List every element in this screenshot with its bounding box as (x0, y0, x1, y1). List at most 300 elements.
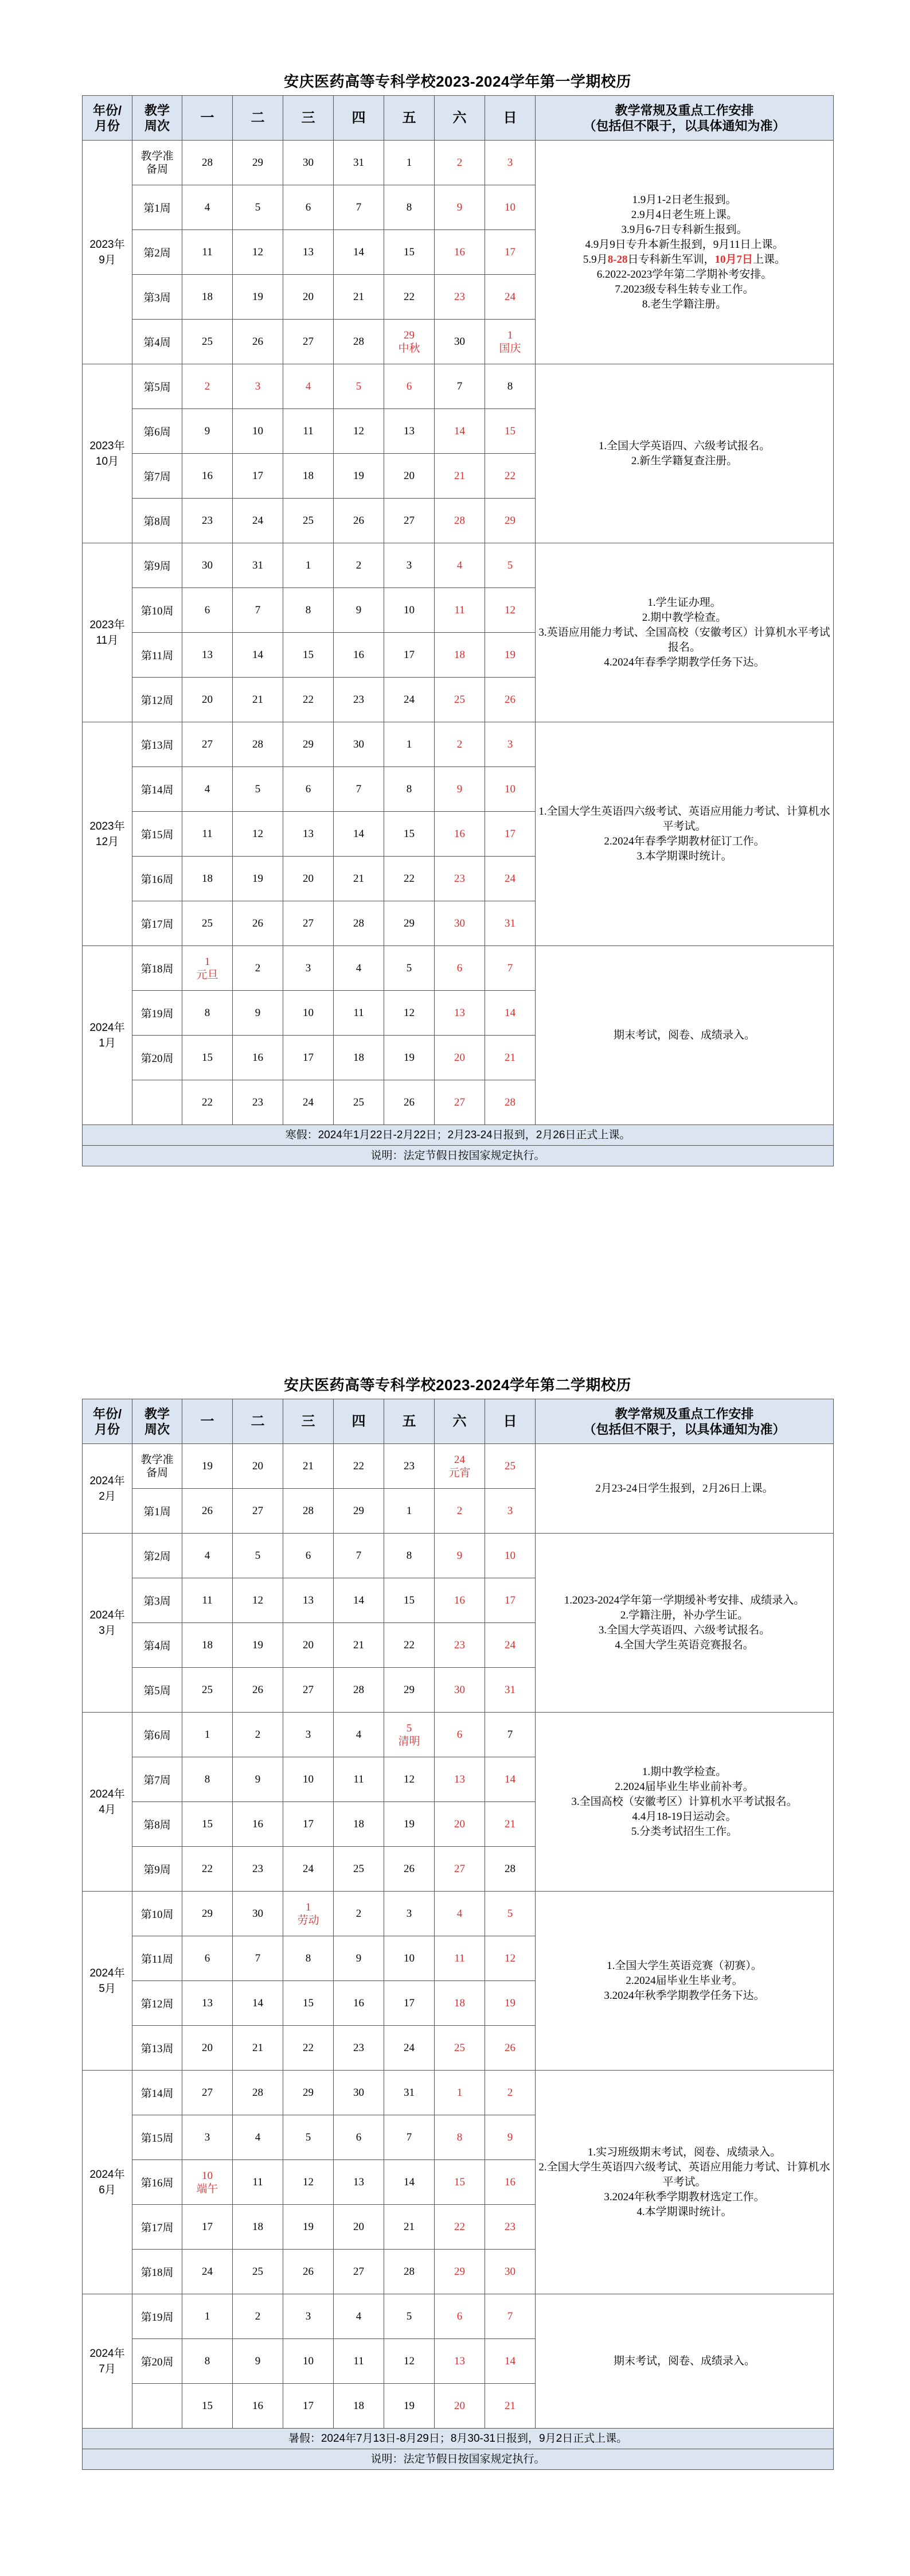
month-label (83, 364, 132, 543)
day-cell: 15 (283, 1981, 334, 2026)
month-label (83, 2071, 132, 2294)
note-text: 2.2024届毕业生毕业考。 (626, 1974, 743, 1987)
day-cell: 27 (182, 722, 233, 767)
day-cell: 8 (435, 2115, 485, 2160)
day-cell: 13 (384, 409, 435, 454)
day-cell: 5 (334, 364, 384, 409)
day-number: 1 (305, 1901, 311, 1913)
holiday-name: 劳动 (297, 1914, 319, 1927)
day-cell: 4 (283, 364, 334, 409)
week-row (83, 1534, 834, 1578)
day-cell: 13 (182, 633, 233, 678)
holiday-name: 端午 (196, 2182, 218, 2195)
header-line: （包括但不限于，以具体通知为准） (583, 118, 786, 133)
month-name: 6月 (99, 2184, 116, 2196)
day-cell: 23 (334, 678, 384, 722)
holiday-name: 元宵 (448, 1466, 471, 1479)
note-line (536, 2354, 833, 2369)
day-cell: 12 (334, 409, 384, 454)
note-text: 2.2024年春季学期教材征订工作。 (604, 835, 765, 847)
day-cell: 31 (485, 1668, 536, 1713)
day-cell: 7 (435, 364, 485, 409)
day-cell: 24 (485, 1623, 536, 1668)
day-cell: 25 (182, 901, 233, 946)
week-number: 第13周 (132, 2026, 182, 2071)
holiday-day-cell (435, 1444, 485, 1489)
week-row (83, 946, 834, 991)
day-cell: 14 (435, 409, 485, 454)
week-number: 第18周 (132, 946, 182, 991)
week-number: 第12周 (132, 1981, 182, 2026)
day-cell: 9 (233, 1757, 283, 1802)
day-cell: 21 (334, 857, 384, 901)
day-cell: 1 (384, 141, 435, 185)
day-cell: 27 (283, 1668, 334, 1713)
month-notes (536, 2071, 834, 2294)
day-cell: 6 (182, 588, 233, 633)
day-cell: 10 (384, 1936, 435, 1981)
day-cell: 14 (485, 1757, 536, 1802)
day-cell: 28 (283, 1489, 334, 1534)
month-year: 2024年 (89, 1021, 125, 1034)
week-number: 第1周 (132, 1489, 182, 1534)
week-number: 第4周 (132, 320, 182, 364)
day-cell: 1 (435, 2071, 485, 2115)
note-text: 1.9月1-2日老生报到。 (632, 193, 737, 206)
day-cell: 21 (384, 2205, 435, 2250)
day-cell: 22 (182, 1080, 233, 1125)
day-cell: 7 (334, 1534, 384, 1578)
day-cell: 24 (182, 2250, 233, 2294)
day-cell: 10 (283, 2339, 334, 2384)
day-cell: 5 (233, 1534, 283, 1578)
day-cell: 21 (233, 2026, 283, 2071)
remark-note: 说明：法定节假日按国家规定执行。 (83, 1146, 834, 1166)
day-cell: 17 (485, 1578, 536, 1623)
day-cell: 10 (485, 1534, 536, 1578)
note-line (536, 1623, 833, 1638)
day-cell: 30 (485, 2250, 536, 2294)
week-number: 第6周 (132, 1713, 182, 1757)
semester-1-calendar (82, 68, 833, 1166)
month-notes (536, 543, 834, 722)
semester-2-calendar (82, 1371, 833, 2470)
day-cell: 24 (283, 1080, 334, 1125)
header-line: 周次 (144, 1422, 170, 1437)
day-cell: 8 (384, 185, 435, 230)
day-cell: 11 (283, 409, 334, 454)
day-cell: 17 (485, 812, 536, 857)
day-cell: 14 (485, 2339, 536, 2384)
day-cell: 11 (334, 2339, 384, 2384)
day-cell: 17 (182, 2205, 233, 2250)
vacation-note: 暑假：2024年7月13日-8月29日；8月30-31日报到，9月2日正式上课。 (83, 2429, 834, 2449)
day-cell: 21 (485, 1036, 536, 1080)
day-cell: 4 (182, 767, 233, 812)
day-cell: 10 (485, 767, 536, 812)
month-label (83, 141, 132, 364)
holiday-name: 国庆 (499, 342, 521, 355)
day-cell: 6 (283, 185, 334, 230)
week-number: 第9周 (132, 1847, 182, 1892)
day-cell: 5 (384, 946, 435, 991)
day-cell: 22 (485, 454, 536, 499)
day-cell: 5 (283, 2115, 334, 2160)
day-cell: 2 (435, 141, 485, 185)
week-number: 第16周 (132, 2160, 182, 2205)
week-number: 第12周 (132, 678, 182, 722)
day-cell: 31 (485, 901, 536, 946)
month-year: 2024年 (89, 1474, 125, 1487)
holiday-day-cell (384, 1713, 435, 1757)
month-name: 11月 (96, 634, 119, 647)
day-cell: 1 (384, 1489, 435, 1534)
day-cell: 30 (435, 1668, 485, 1713)
week-number: 第18周 (132, 2250, 182, 2294)
day-cell: 23 (485, 2205, 536, 2250)
day-cell: 11 (233, 2160, 283, 2205)
day-cell: 13 (334, 2160, 384, 2205)
day-cell: 7 (233, 1936, 283, 1981)
note-line (536, 1481, 833, 1496)
note-text: 2.全国大学生英语四六级考试、英语应用能力考试、计算机水平考试。 (538, 2161, 830, 2188)
day-cell: 20 (182, 2026, 233, 2071)
day-cell: 28 (485, 1847, 536, 1892)
week-row (83, 364, 834, 409)
day-cell: 31 (233, 543, 283, 588)
day-cell: 12 (233, 230, 283, 275)
day-cell: 13 (435, 991, 485, 1036)
note-text: 2.9月4日老生班上课。 (631, 208, 738, 221)
header-row (83, 96, 834, 141)
weekday-header: 日 (485, 1399, 536, 1444)
calendar-table (82, 95, 834, 1166)
week-number: 第11周 (132, 1936, 182, 1981)
day-cell: 15 (384, 812, 435, 857)
day-cell: 4 (334, 946, 384, 991)
day-cell: 27 (233, 1489, 283, 1534)
day-cell: 19 (233, 1623, 283, 1668)
day-cell: 8 (182, 1757, 233, 1802)
day-cell: 3 (283, 946, 334, 991)
note-text: 2.2024届毕业生毕业前补考。 (615, 1780, 754, 1793)
day-cell: 27 (435, 1847, 485, 1892)
week-number: 第17周 (132, 901, 182, 946)
day-cell: 12 (485, 588, 536, 633)
day-cell: 17 (233, 454, 283, 499)
day-cell: 9 (334, 588, 384, 633)
day-cell: 16 (435, 812, 485, 857)
week-row (83, 2071, 834, 2115)
day-cell: 23 (435, 857, 485, 901)
note-text: 2.学籍注册，补办学生证。 (620, 1609, 749, 1621)
day-cell: 6 (283, 1534, 334, 1578)
day-cell: 18 (435, 1981, 485, 2026)
month-name: 2月 (99, 1490, 116, 1503)
week-number: 第5周 (132, 1668, 182, 1713)
note-text: 4.9月9日专升本新生报到，9月11日上课。 (585, 238, 784, 251)
week-number: 第4周 (132, 1623, 182, 1668)
day-cell: 23 (334, 2026, 384, 2071)
week-number: 教学准备周 (132, 1444, 182, 1489)
footer-row (83, 1146, 834, 1166)
month-label (83, 1892, 132, 2071)
month-name: 4月 (99, 1803, 116, 1816)
day-cell: 5 (485, 1892, 536, 1936)
day-cell: 8 (384, 767, 435, 812)
day-cell: 7 (485, 1713, 536, 1757)
month-name: 7月 (99, 2363, 116, 2375)
teaching-week-header (132, 96, 182, 141)
day-cell: 12 (384, 2339, 435, 2384)
weekday-header: 四 (334, 96, 384, 141)
day-cell: 30 (435, 320, 485, 364)
month-notes (536, 1892, 834, 2071)
day-cell: 7 (485, 2294, 536, 2339)
remark-note: 说明：法定节假日按国家规定执行。 (83, 2449, 834, 2470)
day-cell: 22 (334, 1444, 384, 1489)
note-text: 10月7日 (714, 253, 753, 266)
day-cell: 12 (283, 2160, 334, 2205)
holiday-day-cell (384, 320, 435, 364)
day-cell: 23 (435, 1623, 485, 1668)
day-cell: 9 (485, 2115, 536, 2160)
week-row (83, 1444, 834, 1489)
note-text: 3.全国高校（安徽考区）计算机水平考试报名。 (571, 1795, 798, 1808)
day-cell: 28 (384, 2250, 435, 2294)
day-cell: 10 (485, 185, 536, 230)
day-cell: 11 (182, 812, 233, 857)
day-cell: 26 (334, 499, 384, 543)
calendar-title: 安庆医药高等专科学校2023-2024学年第二学期校历 (284, 1376, 631, 1394)
day-cell: 2 (334, 543, 384, 588)
day-cell: 27 (384, 499, 435, 543)
week-number: 第10周 (132, 1892, 182, 1936)
note-text: 3.2024年秋季学期教学任务下达。 (604, 1989, 765, 2002)
day-cell: 17 (485, 230, 536, 275)
week-number: 第19周 (132, 991, 182, 1036)
day-cell: 31 (334, 141, 384, 185)
day-cell: 18 (334, 1036, 384, 1080)
day-cell: 14 (334, 812, 384, 857)
day-cell: 16 (334, 1981, 384, 2026)
day-cell: 27 (435, 1080, 485, 1125)
day-cell: 2 (435, 722, 485, 767)
day-cell: 22 (182, 1847, 233, 1892)
note-text: 6.2022-2023学年第二学期补考安排。 (596, 268, 772, 281)
note-text: 4.本学期课时统计。 (636, 2205, 732, 2218)
day-cell: 29 (435, 2250, 485, 2294)
week-number: 第1周 (132, 185, 182, 230)
day-cell: 21 (334, 275, 384, 320)
day-cell: 21 (485, 1802, 536, 1847)
weekday-header: 二 (233, 1399, 283, 1444)
day-number: 29 (404, 329, 415, 341)
calendar-title: 安庆医药高等专科学校2023-2024学年第一学期校历 (284, 73, 631, 90)
day-cell: 9 (435, 767, 485, 812)
day-number: 5 (406, 1722, 412, 1734)
day-cell: 24 (384, 678, 435, 722)
note-line (536, 1028, 833, 1043)
month-year: 2023年 (89, 439, 125, 452)
day-cell: 14 (233, 1981, 283, 2026)
day-cell: 1 (182, 1713, 233, 1757)
note-line (536, 267, 833, 282)
header-line: 周次 (144, 118, 170, 133)
week-row (83, 141, 834, 185)
day-cell: 5 (384, 2294, 435, 2339)
footer-row (83, 1125, 834, 1146)
day-cell: 29 (182, 1892, 233, 1936)
note-line (536, 193, 833, 208)
weekday-header: 五 (384, 96, 435, 141)
day-cell: 16 (182, 454, 233, 499)
month-year: 2023年 (89, 618, 125, 631)
note-text: 2.新生学籍复查注册。 (631, 454, 738, 467)
day-cell: 23 (233, 1080, 283, 1125)
month-label (83, 2294, 132, 2429)
note-line (536, 2145, 833, 2160)
weekday-header: 六 (435, 96, 485, 141)
day-cell: 12 (233, 1578, 283, 1623)
day-cell: 3 (283, 1713, 334, 1757)
day-cell: 27 (283, 901, 334, 946)
month-name: 10月 (95, 455, 119, 468)
week-number: 第15周 (132, 2115, 182, 2160)
header-line: 教学常规及重点工作安排 (615, 1406, 754, 1421)
day-cell: 21 (485, 2384, 536, 2429)
day-cell: 21 (283, 1444, 334, 1489)
day-cell: 6 (182, 1936, 233, 1981)
weekday-header: 六 (435, 1399, 485, 1444)
month-name: 9月 (99, 254, 116, 266)
day-number: 10 (202, 2169, 213, 2182)
month-notes (536, 2294, 834, 2429)
day-cell: 20 (283, 275, 334, 320)
note-text: 1.期中教学检查。 (642, 1765, 727, 1778)
day-cell: 31 (384, 2071, 435, 2115)
month-notes (536, 1444, 834, 1534)
day-cell: 11 (334, 991, 384, 1036)
day-cell: 17 (384, 633, 435, 678)
day-cell: 27 (334, 2250, 384, 2294)
note-line (536, 208, 833, 223)
day-cell: 11 (182, 1578, 233, 1623)
week-number: 第8周 (132, 1802, 182, 1847)
day-cell: 4 (435, 1892, 485, 1936)
day-cell: 19 (485, 1981, 536, 2026)
day-cell: 10 (233, 409, 283, 454)
day-cell: 28 (233, 2071, 283, 2115)
day-cell: 28 (435, 499, 485, 543)
day-cell: 19 (283, 2205, 334, 2250)
day-cell: 16 (233, 2384, 283, 2429)
note-text: 8-28 (607, 253, 628, 266)
month-year: 2024年 (89, 1788, 125, 1800)
day-cell: 19 (182, 1444, 233, 1489)
day-cell: 3 (485, 1489, 536, 1534)
year-month-header (83, 96, 132, 141)
day-cell: 22 (384, 857, 435, 901)
week-row (83, 543, 834, 588)
day-cell: 8 (182, 991, 233, 1036)
day-cell: 9 (233, 991, 283, 1036)
week-number (132, 2384, 182, 2429)
day-cell: 11 (435, 1936, 485, 1981)
week-number: 第19周 (132, 2294, 182, 2339)
note-line (536, 1765, 833, 1780)
note-line (536, 1608, 833, 1623)
day-cell: 25 (435, 2026, 485, 2071)
note-line (536, 610, 833, 625)
month-label (83, 1534, 132, 1713)
day-cell: 15 (384, 1578, 435, 1623)
week-number: 第11周 (132, 633, 182, 678)
day-cell: 29 (283, 2071, 334, 2115)
notes-header (536, 96, 834, 141)
day-cell: 22 (283, 2026, 334, 2071)
day-cell: 26 (233, 901, 283, 946)
day-cell: 27 (283, 320, 334, 364)
day-cell: 4 (182, 1534, 233, 1578)
day-cell: 30 (334, 2071, 384, 2115)
day-cell: 13 (435, 1757, 485, 1802)
day-cell: 26 (233, 1668, 283, 1713)
header-line: 教学常规及重点工作安排 (615, 103, 754, 118)
week-number: 第2周 (132, 1534, 182, 1578)
day-cell: 18 (182, 1623, 233, 1668)
day-cell: 20 (182, 678, 233, 722)
week-number: 第8周 (132, 499, 182, 543)
header-line: （包括但不限于，以具体通知为准） (583, 1422, 786, 1437)
note-text: 上课。 (753, 253, 786, 266)
day-cell: 16 (485, 2160, 536, 2205)
day-cell: 15 (485, 409, 536, 454)
day-cell: 23 (233, 1847, 283, 1892)
day-cell: 22 (384, 275, 435, 320)
day-cell: 4 (334, 2294, 384, 2339)
note-line (536, 849, 833, 864)
day-cell: 11 (435, 588, 485, 633)
day-cell: 28 (334, 1668, 384, 1713)
day-cell: 29 (233, 141, 283, 185)
day-cell: 4 (182, 185, 233, 230)
note-line (536, 655, 833, 670)
day-cell: 30 (283, 141, 334, 185)
week-number (132, 1080, 182, 1125)
day-cell: 29 (485, 499, 536, 543)
day-cell: 1 (384, 722, 435, 767)
day-cell: 14 (334, 1578, 384, 1623)
day-cell: 30 (233, 1892, 283, 1936)
day-cell: 26 (384, 1847, 435, 1892)
holiday-name: 中秋 (398, 342, 420, 355)
day-cell: 2 (334, 1892, 384, 1936)
day-cell: 19 (334, 454, 384, 499)
day-cell: 5 (485, 543, 536, 588)
day-cell: 13 (182, 1981, 233, 2026)
day-cell: 4 (435, 543, 485, 588)
day-cell: 20 (334, 2205, 384, 2250)
day-cell: 4 (233, 2115, 283, 2160)
day-cell: 19 (384, 2384, 435, 2429)
note-text: 1.2023-2024学年第一学期缓补考安排、成绩录入。 (564, 1594, 805, 1606)
day-cell: 16 (334, 633, 384, 678)
week-number: 第15周 (132, 812, 182, 857)
day-cell: 22 (435, 2205, 485, 2250)
day-cell: 2 (233, 946, 283, 991)
note-text: 8.老生学籍注册。 (642, 298, 727, 310)
